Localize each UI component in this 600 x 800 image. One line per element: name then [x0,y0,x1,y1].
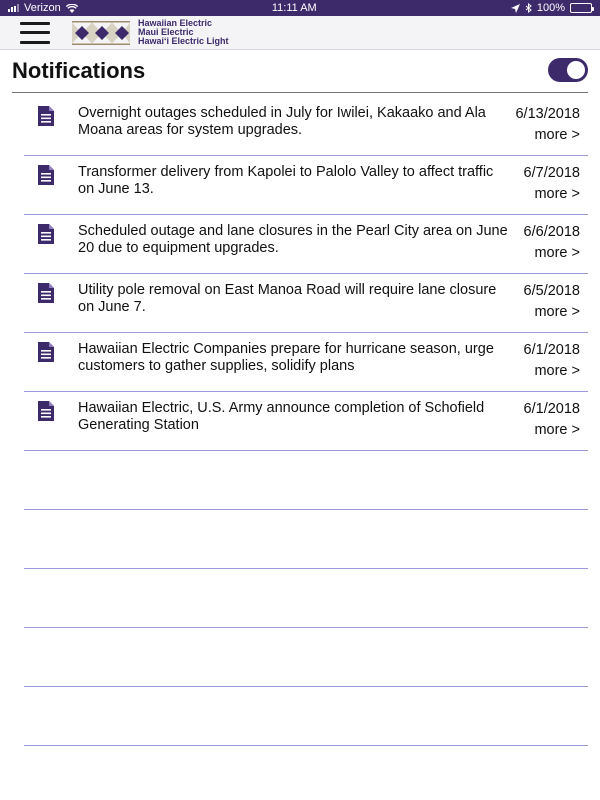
logo-mark-icon [72,20,130,46]
notification-date: 6/13/2018 [515,106,580,122]
notification-text: Overnight outages scheduled in July for Iwilei, Kakaako and Ala Moana areas for system upgrades. [78,105,486,138]
notification-date: 6/1/2018 [523,401,580,417]
notification-text: Hawaiian Electric, U.S. Army announce completion of Schofield Generating Station [78,400,485,433]
empty-list-row [24,569,588,628]
empty-list-row [24,451,588,510]
hamburger-menu-button[interactable] [20,22,50,44]
notification-item[interactable] [24,333,588,392]
notification-list [24,97,588,746]
document-icon [36,342,56,362]
document-icon [36,106,56,126]
location-arrow-icon [511,4,520,13]
document-icon [36,401,56,421]
logo-text [138,19,229,46]
status-right [511,2,592,14]
status-bar [0,0,600,16]
notification-item[interactable] [24,274,588,333]
empty-list-row [24,628,588,687]
app-header [0,16,600,50]
page-title-row [0,50,600,92]
logo-line-maui-electric: Maui Electric [138,27,194,37]
more-link[interactable]: more > [534,304,580,320]
wifi-icon [66,4,78,13]
more-link[interactable]: more > [534,186,580,202]
notification-date: 6/5/2018 [523,283,580,299]
status-left [8,2,78,14]
document-icon [36,224,56,244]
bluetooth-icon [525,3,532,13]
notification-item[interactable] [24,97,588,156]
notification-text: Utility pole removal on East Manoa Road will require lane closure on June 7. [78,282,497,315]
signal-icon [8,4,19,12]
more-link[interactable]: more > [534,363,580,379]
toggle-knob [567,61,585,79]
notification-date: 6/6/2018 [523,224,580,240]
notification-item[interactable] [24,215,588,274]
company-logo [72,19,229,46]
more-link[interactable]: more > [534,422,580,438]
notifications-toggle[interactable] [548,58,588,82]
status-time: 11:11 AM [271,2,317,14]
page-title: Notifications [12,58,146,83]
logo-line-hawaii-electric-light: Hawai‘i Electric Light [138,36,229,46]
battery-icon [570,3,592,13]
notification-text: Hawaiian Electric Companies prepare for hurricane season, urge customers to gather supplies, solidify plans [78,341,494,374]
notification-date: 6/7/2018 [523,165,580,181]
more-link[interactable]: more > [534,127,580,143]
logo-line-hawaiian-electric: Hawaiian Electric [138,18,213,28]
notification-text: Transformer delivery from Kapolei to Palolo Valley to affect traffic on June 13. [78,164,494,197]
notification-item[interactable] [24,392,588,451]
notification-date: 6/1/2018 [523,342,580,358]
empty-list-row [24,510,588,569]
title-divider [12,92,588,93]
battery-percent: 100% [536,2,565,14]
more-link[interactable]: more > [534,245,580,261]
notification-item[interactable] [24,156,588,215]
document-icon [36,283,56,303]
document-icon [36,165,56,185]
notification-text: Scheduled outage and lane closures in the Pearl City area on June 20 due to equipment upgrades. [78,223,508,256]
empty-list-row [24,687,588,746]
carrier-label: Verizon [24,2,61,14]
